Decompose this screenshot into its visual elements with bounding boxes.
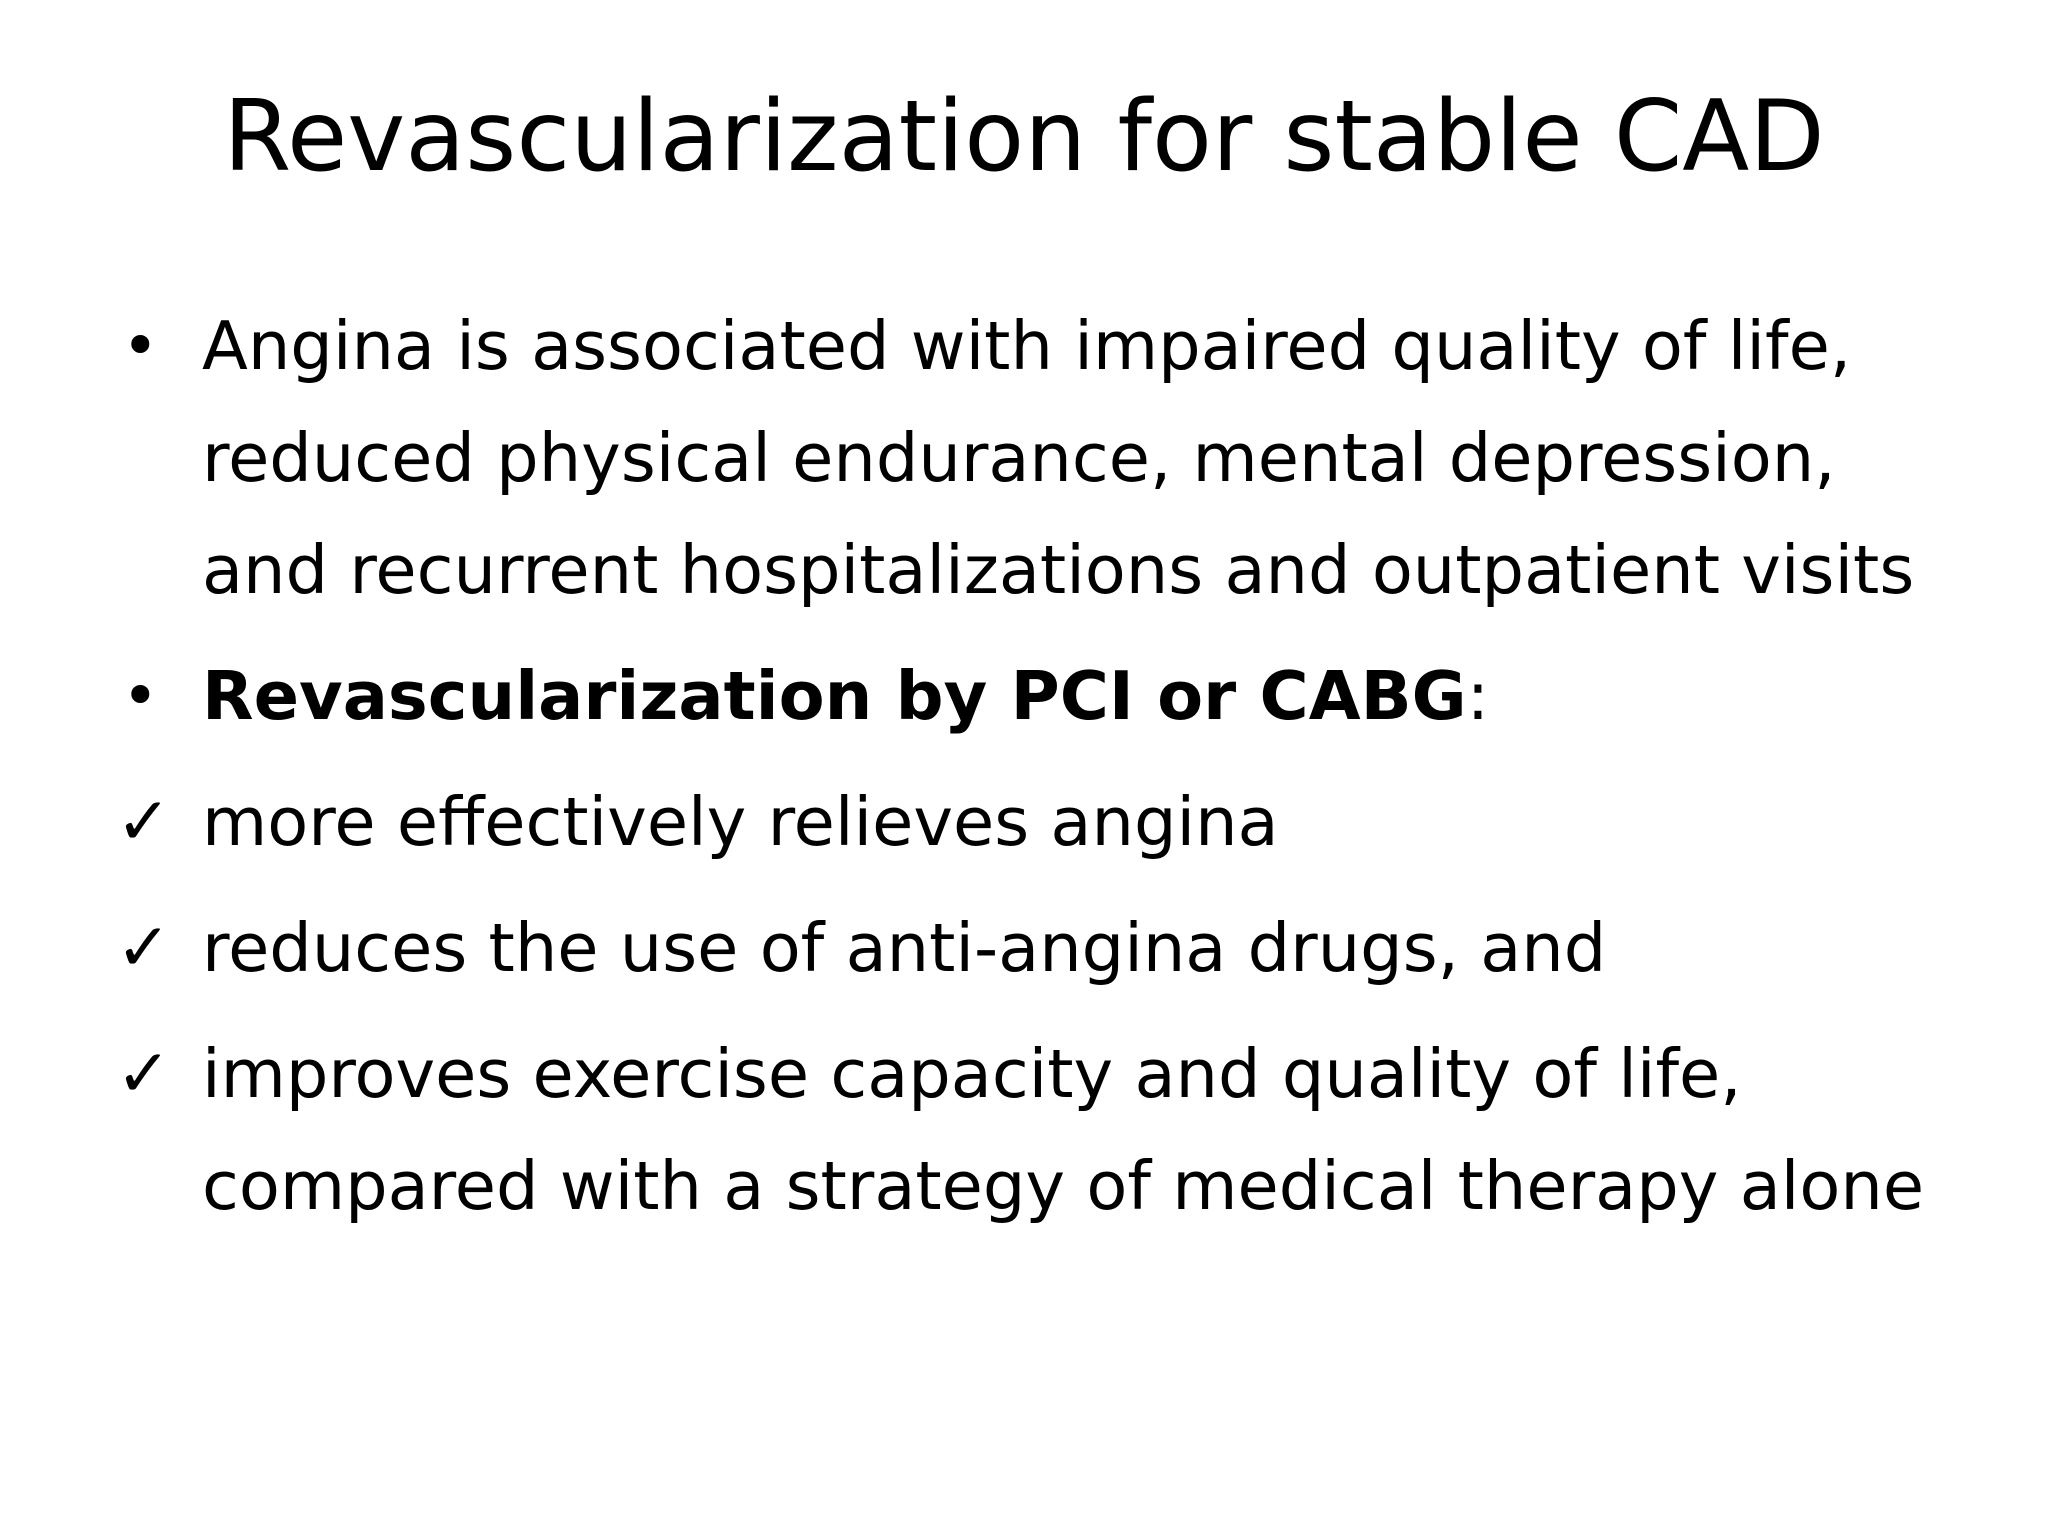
check-item-reduces-drugs — [116, 892, 1982, 1004]
check-item-improves-capacity — [116, 1018, 1982, 1242]
bullet-item-revascularization — [122, 640, 1982, 752]
bullet-suffix: : — [1466, 657, 1490, 735]
check-text: improves exercise capacity and quality of life, compared with a strategy of medical therapy alone — [202, 1035, 1925, 1225]
checkmark-icon: ✓ — [116, 1035, 172, 1112]
bullet-item-angina — [122, 290, 1982, 626]
check-item-relieves-angina — [116, 766, 1982, 878]
checkmark-icon: ✓ — [116, 909, 172, 986]
checkmark-icon: ✓ — [116, 783, 172, 860]
bullet-bold-text: Revascularization by PCI or CABG — [202, 657, 1467, 735]
bullet-text: Angina is associated with impaired quality of life, reduced physical endurance, mental depression, and recurrent hospitalizations and outpatient visits — [202, 307, 1915, 609]
bullet-icon: • — [122, 309, 159, 382]
check-text: reduces the use of anti-angina drugs, and — [202, 909, 1607, 987]
check-text: more effectively relieves angina — [202, 783, 1279, 861]
slide-title: Revascularization for stable CAD — [223, 80, 1825, 194]
slide-body — [116, 290, 1982, 1242]
bullet-icon: • — [122, 659, 159, 732]
